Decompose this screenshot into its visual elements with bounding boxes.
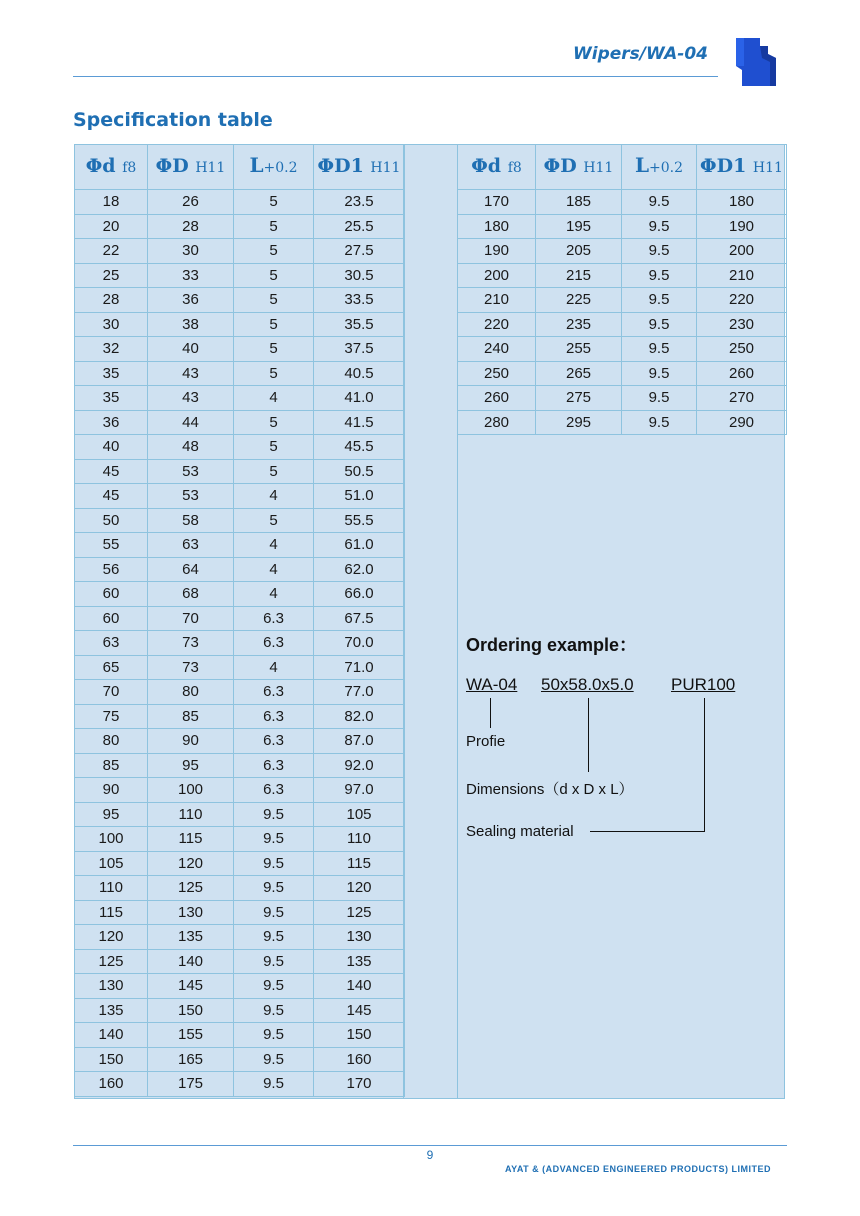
table-cell: 30.5 [314,263,405,288]
table-cell: 58 [148,508,234,533]
table-cell: 9.5 [234,998,314,1023]
table-cell: 170 [314,1072,405,1097]
table-cell: 40 [148,337,234,362]
table-cell: 62.0 [314,557,405,582]
column-header-symbol: Φd [471,154,502,177]
table-cell: 22 [75,239,148,264]
table-row [75,1047,405,1072]
spec-table-left [74,144,405,1097]
table-row [75,410,405,435]
table-row [75,361,405,386]
table-cell: 5 [234,435,314,460]
table-cell: 45.5 [314,435,405,460]
table-row [75,925,405,950]
table-row [75,337,405,362]
column-header-symbol: ΦD1 [317,154,364,177]
table-cell: 43 [148,386,234,411]
table-cell: 9.5 [234,1047,314,1072]
table-cell: 5 [234,214,314,239]
table-cell: 51.0 [314,484,405,509]
table-cell: 65 [75,655,148,680]
table-cell: 9.5 [234,851,314,876]
footer-divider [73,1145,787,1146]
ordering-label-dimensions: Dimensions（d x D x L） [466,781,634,798]
column-header [148,145,234,190]
table-cell: 32 [75,337,148,362]
table-row [75,263,405,288]
table-cell: 110 [314,827,405,852]
table-row [75,631,405,656]
table-cell: 43 [148,361,234,386]
table-cell: 110 [75,876,148,901]
table-row [75,851,405,876]
table-cell: 170 [458,190,536,215]
table-cell: 50 [75,508,148,533]
table-cell: 240 [458,337,536,362]
table-cell: 275 [536,386,622,411]
table-cell: 9.5 [622,214,697,239]
table-cell: 100 [148,778,234,803]
column-header-tolerance: H11 [752,159,783,176]
table-cell: 9.5 [234,974,314,999]
table-cell: 41.5 [314,410,405,435]
table-cell: 60 [75,606,148,631]
column-header [234,145,314,190]
table-cell: 160 [75,1072,148,1097]
table-cell: 135 [75,998,148,1023]
page-number: 9 [426,1148,434,1162]
table-row [458,386,787,411]
table-cell: 80 [75,729,148,754]
table-cell: 105 [314,802,405,827]
table-cell: 6.3 [234,753,314,778]
material-leader-line-vertical [704,698,705,831]
table-cell: 85 [148,704,234,729]
table-cell: 235 [536,312,622,337]
table-cell: 87.0 [314,729,405,754]
table-row [75,827,405,852]
table-cell: 145 [314,998,405,1023]
table-row [458,288,787,313]
table-row [75,508,405,533]
table-cell: 70 [148,606,234,631]
table-cell: 9.5 [622,239,697,264]
table-cell: 180 [697,190,787,215]
table-cell: 115 [75,900,148,925]
table-cell: 5 [234,190,314,215]
table-row [458,337,787,362]
table-cell: 85 [75,753,148,778]
table-cell: 5 [234,337,314,362]
spec-table-right [457,144,787,435]
table-cell: 6.3 [234,606,314,631]
table-row [75,606,405,631]
table-cell: 210 [458,288,536,313]
table-cell: 185 [536,190,622,215]
table-row [75,1023,405,1048]
table-cell: 64 [148,557,234,582]
table-cell: 5 [234,312,314,337]
table-row [75,214,405,239]
column-header-symbol: Φd [85,154,116,177]
table-cell: 110 [148,802,234,827]
table-cell: 9.5 [234,1072,314,1097]
table-cell: 220 [458,312,536,337]
table-cell: 9.5 [234,827,314,852]
table-cell: 205 [536,239,622,264]
table-cell: 150 [314,1023,405,1048]
table-cell: 190 [458,239,536,264]
column-header-symbol: L [249,153,264,177]
table-cell: 210 [697,263,787,288]
table-cell: 260 [458,386,536,411]
table-cell: 6.3 [234,778,314,803]
profile-leader-line [490,698,491,728]
table-cell: 215 [536,263,622,288]
table-cell: 155 [148,1023,234,1048]
table-cell: 190 [697,214,787,239]
table-row [75,680,405,705]
table-cell: 75 [75,704,148,729]
table-row [75,949,405,974]
table-cell: 195 [536,214,622,239]
table-cell: 63 [75,631,148,656]
wiper-seal-logo-icon [730,36,780,88]
table-cell: 95 [75,802,148,827]
table-cell: 70 [75,680,148,705]
table-row [75,312,405,337]
table-cell: 28 [148,214,234,239]
table-cell: 55 [75,533,148,558]
table-cell: 9.5 [234,949,314,974]
table-cell: 9.5 [234,876,314,901]
table-cell: 200 [697,239,787,264]
table-cell: 135 [148,925,234,950]
table-cell: 115 [148,827,234,852]
table-row [458,190,787,215]
document-title: Wipers/WA-04 [572,44,708,64]
table-cell: 82.0 [314,704,405,729]
table-cell: 61.0 [314,533,405,558]
table-gap-column [403,144,458,1099]
table-cell: 40.5 [314,361,405,386]
table-cell: 60 [75,582,148,607]
table-cell: 145 [148,974,234,999]
ordering-example-title: Ordering example： [466,635,638,655]
table-cell: 280 [458,410,536,435]
table-cell: 23.5 [314,190,405,215]
table-cell: 120 [75,925,148,950]
table-cell: 18 [75,190,148,215]
ordering-code-dimensions: 50x58.0x5.0 [541,675,634,694]
table-cell: 45 [75,484,148,509]
table-cell: 175 [148,1072,234,1097]
column-header [622,145,697,190]
table-row [75,459,405,484]
table-row [75,778,405,803]
table-row [75,900,405,925]
table-cell: 30 [148,239,234,264]
table-row [75,704,405,729]
table-cell: 200 [458,263,536,288]
table-cell: 9.5 [234,900,314,925]
table-cell: 9.5 [234,925,314,950]
table-cell: 28 [75,288,148,313]
column-header-symbol: L [634,153,650,177]
table-row [458,312,787,337]
table-cell: 150 [148,998,234,1023]
table-cell: 100 [75,827,148,852]
table-cell: 6.3 [234,704,314,729]
material-leader-line-horizontal [590,831,705,832]
table-cell: 6.3 [234,631,314,656]
table-cell: 9.5 [622,312,697,337]
table-cell: 35 [75,386,148,411]
dimensions-leader-line [588,698,589,772]
table-row [75,729,405,754]
ordering-label-material: Sealing material [466,823,574,840]
company-name: AYAT & (ADVANCED ENGINEERED PRODUCTS) LIMITED [505,1164,772,1174]
table-cell: 120 [314,876,405,901]
table-cell: 33.5 [314,288,405,313]
column-header-tolerance: +0.2 [649,160,684,176]
table-cell: 38 [148,312,234,337]
column-header-tolerance: f8 [122,159,137,176]
table-cell: 165 [148,1047,234,1072]
table-cell: 48 [148,435,234,460]
column-header [458,145,536,190]
table-cell: 5 [234,459,314,484]
table-cell: 290 [697,410,787,435]
table-cell: 5 [234,239,314,264]
table-cell: 125 [148,876,234,901]
table-row [458,410,787,435]
table-cell: 9.5 [234,1023,314,1048]
table-cell: 5 [234,288,314,313]
table-cell: 130 [314,925,405,950]
table-row [75,557,405,582]
table-row [75,435,405,460]
table-cell: 50.5 [314,459,405,484]
table-cell: 30 [75,312,148,337]
table-cell: 20 [75,214,148,239]
table-cell: 35.5 [314,312,405,337]
table-row [75,998,405,1023]
table-row [75,974,405,999]
column-header-tolerance: H11 [583,159,614,176]
table-cell: 150 [75,1047,148,1072]
table-cell: 44 [148,410,234,435]
table-cell: 180 [458,214,536,239]
table-cell: 140 [314,974,405,999]
header-divider [73,76,718,77]
table-cell: 5 [234,508,314,533]
table-cell: 6.3 [234,729,314,754]
table-cell: 270 [697,386,787,411]
table-cell: 9.5 [622,361,697,386]
table-cell: 125 [75,949,148,974]
table-cell: 9.5 [622,190,697,215]
table-cell: 130 [75,974,148,999]
table-row [75,753,405,778]
table-cell: 9.5 [622,263,697,288]
table-cell: 5 [234,263,314,288]
table-cell: 73 [148,631,234,656]
table-row [75,239,405,264]
ordering-code-material: PUR100 [671,675,736,694]
table-cell: 77.0 [314,680,405,705]
table-cell: 53 [148,484,234,509]
table-cell: 105 [75,851,148,876]
table-cell: 4 [234,386,314,411]
column-header-symbol: ΦD1 [700,154,747,177]
table-row [458,361,787,386]
table-cell: 36 [75,410,148,435]
table-cell: 56 [75,557,148,582]
table-row [75,582,405,607]
column-header-tolerance: H11 [195,159,226,176]
table-cell: 4 [234,533,314,558]
table-cell: 25 [75,263,148,288]
table-cell: 9.5 [622,410,697,435]
table-cell: 73 [148,655,234,680]
table-cell: 225 [536,288,622,313]
table-cell: 70.0 [314,631,405,656]
table-cell: 25.5 [314,214,405,239]
column-header [314,145,405,190]
table-cell: 80 [148,680,234,705]
table-cell: 67.5 [314,606,405,631]
table-cell: 6.3 [234,680,314,705]
column-header [697,145,787,190]
table-cell: 5 [234,361,314,386]
table-row [75,190,405,215]
table-cell: 35 [75,361,148,386]
table-cell: 37.5 [314,337,405,362]
table-cell: 250 [458,361,536,386]
table-cell: 265 [536,361,622,386]
table-cell: 5 [234,410,314,435]
table-cell: 260 [697,361,787,386]
table-row [75,533,405,558]
table-cell: 4 [234,557,314,582]
section-title: Specification table [73,109,273,131]
table-row [75,1072,405,1097]
table-cell: 68 [148,582,234,607]
table-cell: 125 [314,900,405,925]
table-row [75,655,405,680]
table-cell: 41.0 [314,386,405,411]
table-cell: 90 [75,778,148,803]
table-cell: 95 [148,753,234,778]
table-cell: 53 [148,459,234,484]
table-cell: 63 [148,533,234,558]
table-cell: 250 [697,337,787,362]
table-cell: 9.5 [234,802,314,827]
column-header-tolerance: H11 [370,159,401,176]
table-cell: 130 [148,900,234,925]
table-cell: 4 [234,582,314,607]
table-row [75,386,405,411]
table-cell: 230 [697,312,787,337]
table-cell: 9.5 [622,288,697,313]
table-row [458,239,787,264]
table-cell: 45 [75,459,148,484]
column-header-symbol: ΦD [155,154,189,177]
table-row [75,876,405,901]
table-row [458,263,787,288]
table-row [75,288,405,313]
table-cell: 9.5 [622,337,697,362]
table-cell: 255 [536,337,622,362]
table-row [458,214,787,239]
table-cell: 295 [536,410,622,435]
table-row [75,484,405,509]
table-cell: 140 [148,949,234,974]
table-cell: 120 [148,851,234,876]
column-header-tolerance: +0.2 [263,160,298,176]
table-cell: 26 [148,190,234,215]
table-cell: 27.5 [314,239,405,264]
table-cell: 160 [314,1047,405,1072]
column-header-symbol: ΦD [543,154,577,177]
column-header [536,145,622,190]
table-cell: 140 [75,1023,148,1048]
table-cell: 66.0 [314,582,405,607]
column-header-tolerance: f8 [507,159,522,176]
table-cell: 9.5 [622,386,697,411]
table-cell: 92.0 [314,753,405,778]
ordering-code-profile: WA-04 [466,675,518,694]
table-cell: 36 [148,288,234,313]
table-cell: 71.0 [314,655,405,680]
ordering-label-profile: Profie [466,733,506,750]
table-cell: 115 [314,851,405,876]
table-cell: 40 [75,435,148,460]
table-row [75,802,405,827]
table-cell: 55.5 [314,508,405,533]
table-cell: 4 [234,484,314,509]
table-cell: 220 [697,288,787,313]
table-cell: 4 [234,655,314,680]
table-cell: 135 [314,949,405,974]
column-header [75,145,148,190]
table-cell: 97.0 [314,778,405,803]
table-cell: 90 [148,729,234,754]
table-cell: 33 [148,263,234,288]
